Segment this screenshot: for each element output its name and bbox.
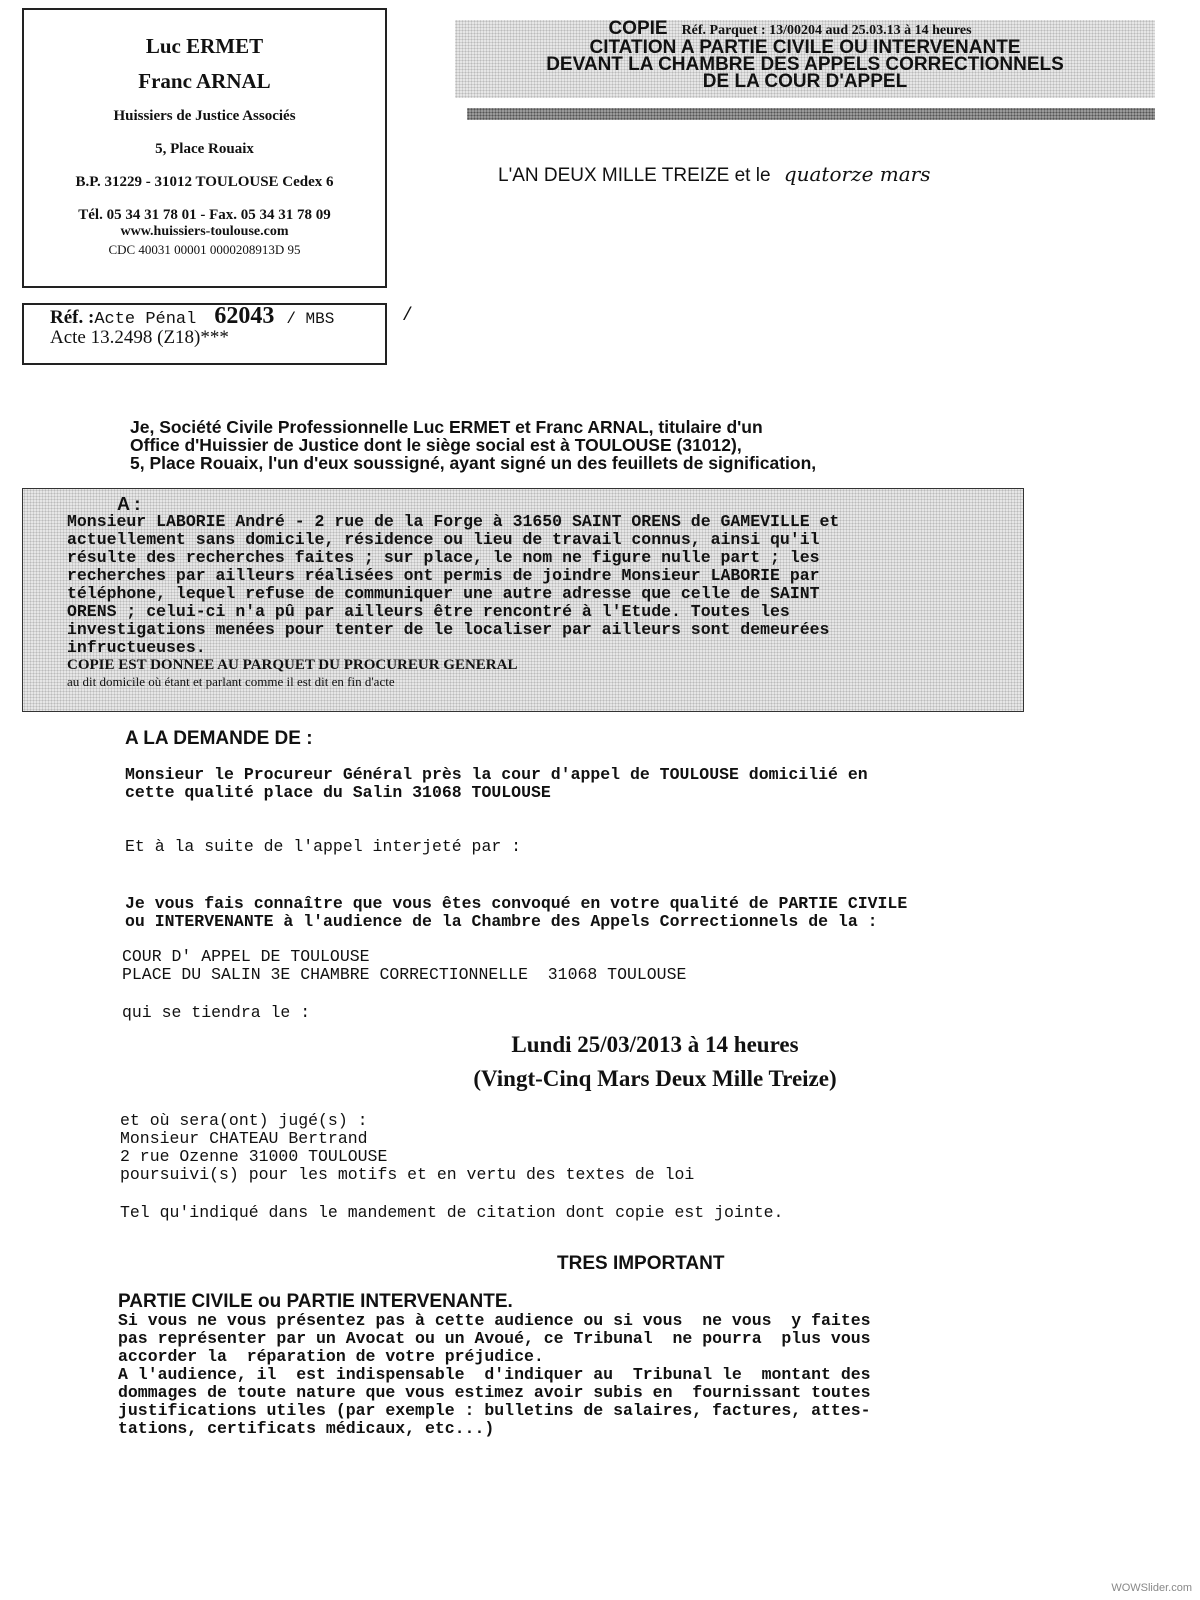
defendant-line: poursuivi(s) pour les motifs et en vertu des textes de loi xyxy=(120,1165,695,1184)
citation-note: Tel qu'indiqué dans le mandement de citation dont copie est jointe. xyxy=(120,1203,784,1222)
important-line: A l'audience, il est indispensable d'indiquer au Tribunal le montant des xyxy=(118,1365,871,1384)
court-line: PLACE DU SALIN 3E CHAMBRE CORRECTIONNELLE 31068 TOULOUSE xyxy=(122,965,687,984)
requester-line: Monsieur le Procureur Général près la cour d'appel de TOULOUSE domicilié en xyxy=(125,765,868,784)
watermark: WOWSlider.com xyxy=(1111,1582,1192,1594)
firm-phone: Tél. 05 34 31 78 01 - Fax. 05 34 31 78 09 xyxy=(78,207,331,223)
defendant-block xyxy=(120,1112,694,1184)
request-heading: A LA DEMANDE DE : xyxy=(125,728,313,749)
hearing-date-words: (Vingt-Cinq Mars Deux Mille Treize) xyxy=(473,1066,837,1091)
ref-suffix: / MBS xyxy=(286,310,335,328)
copy-note: COPIE EST DONNEE AU PARQUET DU PROCUREUR GENERAL xyxy=(67,657,518,673)
title-line-1: CITATION A PARTIE CIVILE OU INTERVENANTE xyxy=(589,37,1021,58)
ref-label: Réf. : xyxy=(50,307,95,328)
important-line: pas représenter par un Avocat ou un Avoué, ce Tribunal ne pourra plus vous xyxy=(118,1329,871,1348)
held-on-label: qui se tiendra le : xyxy=(122,1003,311,1022)
addressee-line: recherches par ailleurs réalisées ont permis de joindre Monsieur LABORIE par xyxy=(67,566,820,585)
ref-slash: / xyxy=(402,306,413,326)
requester-line: cette qualité place du Salin 31068 TOULOUSE xyxy=(125,783,551,802)
addressee-box xyxy=(22,488,1024,712)
important-line: justifications utiles (par exemple : bulletins de salaires, factures, attes- xyxy=(118,1401,871,1420)
firm-cdc: CDC 40031 00001 0000208913D 95 xyxy=(108,242,301,257)
addressee-line: investigations menées pour tenter de le localiser par ailleurs sont demeurées xyxy=(67,620,830,639)
bailiff-firm-box xyxy=(22,8,387,288)
important-text xyxy=(118,1312,871,1438)
addressee-line: téléphone, lequel refuse de communiquer une autre adresse que celle de SAINT xyxy=(67,584,820,603)
addressee-line: infructueuses. xyxy=(67,638,206,657)
addressee-line: ORENS ; celui-ci n'a pû par ailleurs être rencontré à l'Etude. Toutes les xyxy=(67,602,790,621)
title-line-2: DEVANT LA CHAMBRE DES APPELS CORRECTIONNELS xyxy=(546,54,1064,75)
firm-name-2: Franc ARNAL xyxy=(138,69,271,93)
bailiff-intro xyxy=(130,418,816,472)
firm-website: www.huissiers-toulouse.com xyxy=(120,224,289,239)
addressee-line: résulte des recherches faites ; sur place, le nom ne figure nulle part ; les xyxy=(67,548,820,567)
important-line: accorder la réparation de votre préjudice. xyxy=(118,1347,544,1366)
intro-line: Office d'Huissier de Justice dont le siège social est à TOULOUSE (31012), xyxy=(130,435,742,455)
reference-box xyxy=(22,303,387,365)
requester xyxy=(125,766,868,802)
important-line: Si vous ne vous présentez pas à cette audience ou si vous ne vous y faites xyxy=(118,1311,871,1330)
date-printed: L'AN DEUX MILLE TREIZE et le xyxy=(498,165,771,186)
date-line xyxy=(498,162,931,187)
title-divider-bar xyxy=(467,108,1155,120)
important-subheading: PARTIE CIVILE ou PARTIE INTERVENANTE. xyxy=(118,1291,513,1312)
intro-line: 5, Place Rouaix, l'un d'eux soussigné, ayant signé un des feuillets de signification, xyxy=(130,453,817,473)
title-line-3: DE LA COUR D'APPEL xyxy=(702,71,908,92)
delivery-note: au dit domicile où étant et parlant comme il est dit en fin d'acte xyxy=(67,674,395,689)
summons-text xyxy=(125,895,907,931)
date-handwritten: quatorze mars xyxy=(783,162,931,186)
firm-title: Huissiers de Justice Associés xyxy=(113,108,296,124)
addressee-line: actuellement sans domicile, résidence ou lieu de travail connus, ainsi qu'il xyxy=(67,530,820,549)
summons-line: ou INTERVENANTE à l'audience de la Chambre des Appels Correctionnels de la : xyxy=(125,912,878,931)
important-heading: TRES IMPORTANT xyxy=(557,1253,725,1274)
important-line: tations, certificats médicaux, etc...) xyxy=(118,1419,495,1438)
defendant-line: 2 rue Ozenne 31000 TOULOUSE xyxy=(120,1147,388,1166)
parquet-ref: Réf. Parquet : 13/00204 aud 25.03.13 à 14 heures xyxy=(681,23,972,38)
court-line: COUR D' APPEL DE TOULOUSE xyxy=(122,947,370,966)
defendant-line: Monsieur CHATEAU Bertrand xyxy=(120,1129,368,1148)
firm-name-1: Luc ERMET xyxy=(145,34,264,58)
hearing-date: Lundi 25/03/2013 à 14 heures xyxy=(511,1032,799,1057)
appeal-line: Et à la suite de l'appel interjeté par : xyxy=(125,837,522,856)
intro-line: Je, Société Civile Professionnelle Luc ERMET et Franc ARNAL, titulaire d'un xyxy=(130,417,763,437)
ref-acte: Acte 13.2498 (Z18)*** xyxy=(50,327,229,348)
summons-line: Je vous fais connaître que vous êtes convoqué en votre qualité de PARTIE CIVILE xyxy=(125,894,908,913)
defendant-line: et où sera(ont) jugé(s) : xyxy=(120,1111,368,1130)
firm-address: 5, Place Rouaix xyxy=(155,141,254,157)
court-address xyxy=(122,948,686,984)
important-line: dommages de toute nature que vous estimez avoir subis en fournissant toutes xyxy=(118,1383,871,1402)
ref-type: Acte Pénal xyxy=(94,310,197,329)
document-title-band xyxy=(455,20,1155,98)
firm-po-box: B.P. 31229 - 31012 TOULOUSE Cedex 6 xyxy=(75,174,334,190)
copie-label: COPIE xyxy=(608,18,668,39)
addressee-line: Monsieur LABORIE André - 2 rue de la Forge à 31650 SAINT ORENS de GAMEVILLE et xyxy=(67,512,840,531)
ref-number: 62043 xyxy=(214,303,275,329)
addressee-label: A : xyxy=(117,494,141,514)
